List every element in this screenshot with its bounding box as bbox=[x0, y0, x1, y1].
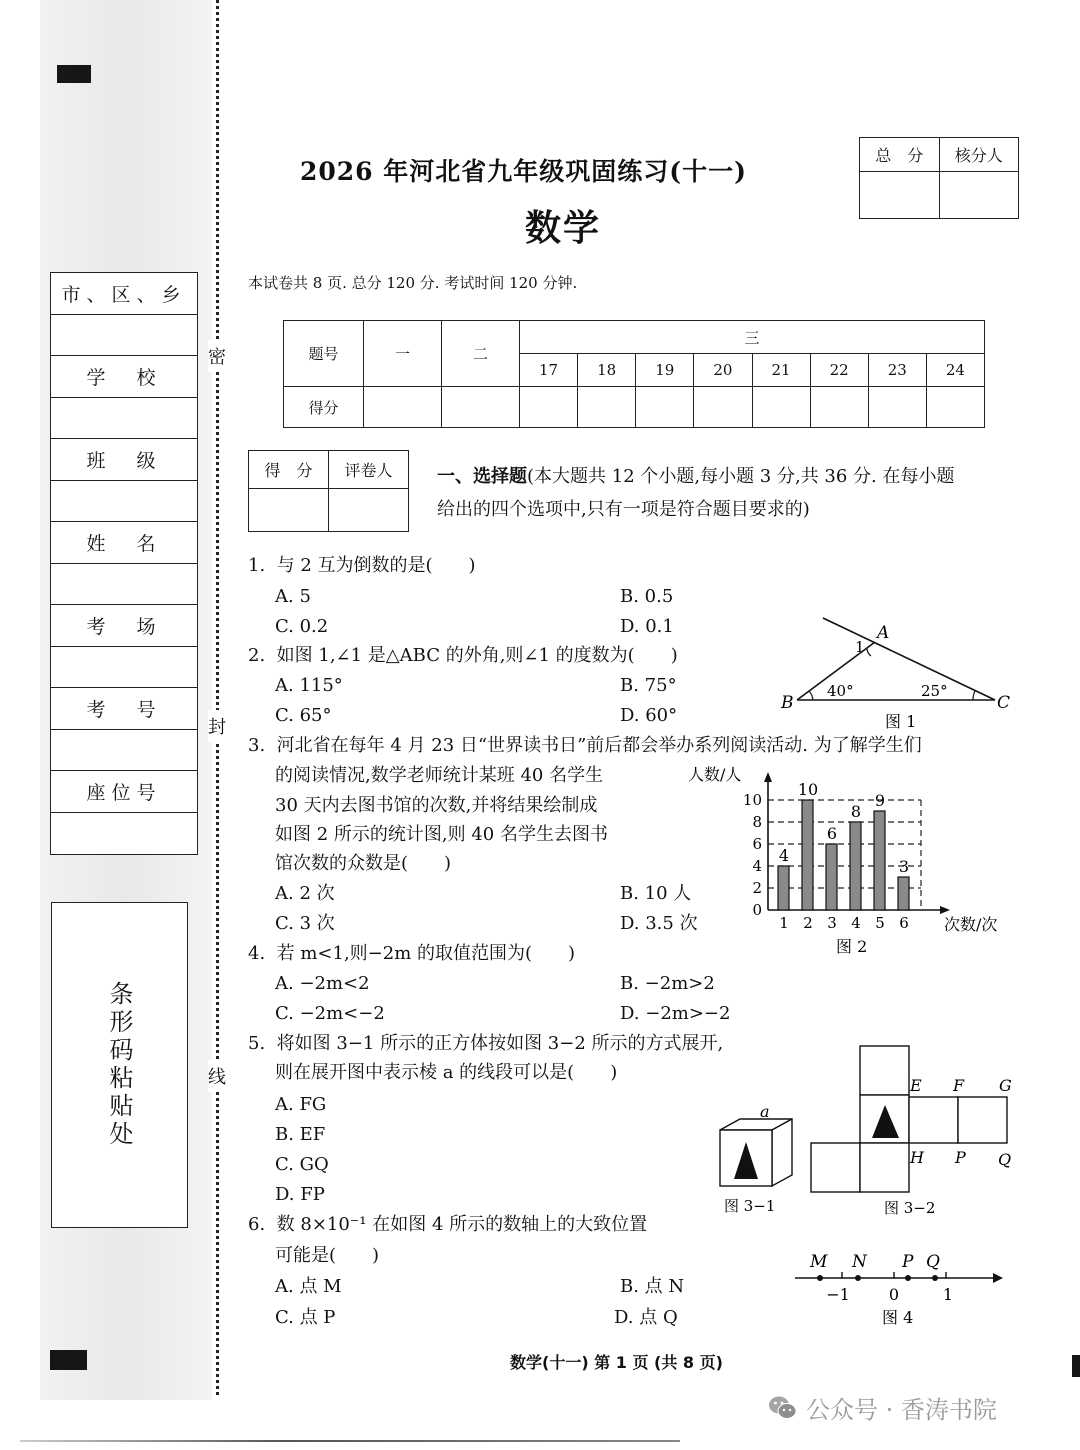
question-3-line-3: 30 天内去图书馆的次数,并将结果绘制成 bbox=[275, 795, 598, 816]
question-text: 如图 1,∠1 是△ABC 的外角,则∠1 的度数为( ) bbox=[276, 645, 678, 666]
svg-text:H: H bbox=[910, 1148, 924, 1167]
barcode-area bbox=[51, 902, 188, 1228]
svg-text:F: F bbox=[953, 1076, 965, 1095]
svg-text:2: 2 bbox=[803, 914, 813, 932]
question-20: 20 bbox=[694, 354, 752, 387]
grader-name-cell[interactable] bbox=[329, 489, 409, 532]
info-label-name: 姓 名 bbox=[51, 522, 197, 564]
question-text: 将如图 3−1 所示的正方体按如图 3−2 所示的方式展开, bbox=[276, 1033, 724, 1054]
fig1-caption: 图 1 bbox=[885, 712, 917, 731]
score-checker-header: 核分人 bbox=[939, 138, 1019, 172]
q5-option-c[interactable]: C. GQ bbox=[275, 1154, 329, 1175]
svg-text:0: 0 bbox=[888, 1285, 900, 1304]
fig1-label-b: B bbox=[781, 693, 794, 713]
info-label-region: 市、区、乡 bbox=[51, 273, 197, 315]
svg-text:6: 6 bbox=[826, 824, 838, 843]
score-cell[interactable] bbox=[636, 387, 694, 428]
seal-char-mi: 密 bbox=[208, 340, 226, 372]
question-19: 19 bbox=[636, 354, 694, 387]
q5-option-a[interactable]: A. FG bbox=[275, 1094, 327, 1115]
section-one-heading bbox=[437, 460, 1027, 526]
question-6-line-2: 可能是( ) bbox=[275, 1245, 380, 1266]
svg-text:8: 8 bbox=[850, 802, 862, 821]
svg-text:−1: −1 bbox=[826, 1285, 850, 1304]
chart-x-label: 次数/次 bbox=[944, 915, 998, 934]
fig1-angle-c: 25° bbox=[921, 682, 948, 700]
question-23: 23 bbox=[868, 354, 926, 387]
grader-name-header: 评卷人 bbox=[329, 451, 409, 489]
question-number: 6. bbox=[248, 1214, 266, 1235]
q5-option-d[interactable]: D. FP bbox=[275, 1184, 325, 1205]
grader-score-header: 得 分 bbox=[249, 451, 329, 489]
score-cell[interactable] bbox=[364, 387, 442, 428]
question-3-line-4: 如图 2 所示的统计图,则 40 名学生去图书 bbox=[275, 824, 608, 845]
seal-line bbox=[216, 0, 220, 1395]
score-cell[interactable] bbox=[520, 387, 578, 428]
svg-text:8: 8 bbox=[752, 813, 762, 831]
question-3 bbox=[248, 731, 922, 761]
svg-text:6: 6 bbox=[752, 835, 762, 853]
score-cell[interactable] bbox=[810, 387, 868, 428]
question-text: 河北省在每年 4 月 23 日“世界读书日”前后都会举办系列阅读活动. 为了解学生们 bbox=[276, 735, 922, 756]
watermark-text: 公众号 · 香涛书院 bbox=[806, 1396, 997, 1424]
question-4 bbox=[248, 939, 575, 969]
figure-3-1-cube bbox=[712, 1105, 812, 1220]
subject-title: 数学 bbox=[525, 208, 602, 249]
bar-3 bbox=[826, 844, 837, 910]
info-label-school: 学 校 bbox=[51, 356, 197, 398]
info-label-class: 班 级 bbox=[51, 439, 197, 481]
question-2 bbox=[248, 641, 678, 671]
chart-y-label: 人数/人 bbox=[688, 765, 742, 784]
question-number: 1. bbox=[248, 555, 266, 576]
q1-option-c[interactable]: C. 0.2 bbox=[275, 616, 329, 637]
q2-option-a[interactable]: A. 115° bbox=[275, 675, 343, 696]
fig1-label-a: A bbox=[877, 623, 890, 643]
fig3-2-caption: 图 3−2 bbox=[884, 1199, 936, 1217]
figure-1-triangle bbox=[775, 612, 1025, 732]
info-label-exam-room: 考 场 bbox=[51, 605, 197, 647]
score-checker-cell[interactable] bbox=[939, 172, 1019, 219]
svg-text:Q: Q bbox=[998, 1150, 1012, 1169]
info-label-seat: 座位号 bbox=[51, 771, 197, 813]
seal-char-feng: 封 bbox=[208, 710, 226, 742]
row-label-question: 题号 bbox=[284, 321, 364, 387]
svg-text:1: 1 bbox=[779, 914, 789, 932]
question-24: 24 bbox=[926, 354, 984, 387]
question-text: 若 m<1,则−2m 的取值范围为( ) bbox=[276, 943, 576, 964]
svg-text:P: P bbox=[902, 1252, 914, 1272]
q3-option-d[interactable]: D. 3.5 次 bbox=[620, 913, 698, 934]
section-one-description-2: 给出的四个选项中,只有一项是符合题目要求的) bbox=[437, 499, 810, 520]
question-22: 22 bbox=[810, 354, 868, 387]
question-text: 数 8×10⁻¹ 在如图 4 所示的数轴上的大致位置 bbox=[276, 1214, 648, 1235]
question-number: 3. bbox=[248, 735, 266, 756]
bar-4 bbox=[850, 822, 861, 910]
svg-text:10: 10 bbox=[797, 780, 819, 799]
svg-text:6: 6 bbox=[899, 914, 909, 932]
q6-option-b[interactable]: B. 点 N bbox=[620, 1276, 685, 1297]
score-cell[interactable] bbox=[694, 387, 752, 428]
svg-text:2: 2 bbox=[752, 879, 762, 897]
barcode-label: 条形码粘贴处 bbox=[105, 981, 133, 1149]
question-3-line-2: 的阅读情况,数学老师统计某班 40 名学生 bbox=[275, 765, 604, 786]
exam-title: 2026 年河北省九年级巩固练习(十一) bbox=[300, 157, 747, 186]
registration-mark-right bbox=[1072, 1355, 1080, 1377]
score-cell[interactable] bbox=[752, 387, 810, 428]
q4-option-d[interactable]: D. −2m>−2 bbox=[620, 1003, 731, 1024]
page-footer: 数学(十一) 第 1 页 (共 8 页) bbox=[510, 1353, 723, 1372]
svg-text:P: P bbox=[955, 1148, 966, 1167]
seal-char-xian: 线 bbox=[208, 1060, 226, 1092]
question-number: 5. bbox=[248, 1033, 266, 1054]
info-field-exam-room[interactable] bbox=[51, 647, 197, 689]
q4-option-b[interactable]: B. −2m>2 bbox=[620, 973, 715, 994]
section-one-header: 一 bbox=[364, 321, 442, 387]
q3-option-a[interactable]: A. 2 次 bbox=[275, 883, 335, 904]
exam-note: 本试卷共 8 页. 总分 120 分. 考试时间 120 分钟. bbox=[248, 274, 578, 292]
svg-text:4: 4 bbox=[778, 846, 790, 865]
svg-text:4: 4 bbox=[851, 914, 861, 932]
question-5 bbox=[248, 1029, 723, 1059]
question-number: 4. bbox=[248, 943, 266, 964]
wechat-icon bbox=[768, 1395, 798, 1421]
watermark bbox=[768, 1390, 997, 1425]
section-one-description: (本大题共 12 个小题,每小题 3 分,共 36 分. 在每小题 bbox=[527, 466, 955, 487]
bar-1 bbox=[778, 866, 789, 910]
score-table bbox=[283, 320, 985, 428]
question-1 bbox=[248, 551, 476, 581]
edge-label-a: a bbox=[760, 1105, 770, 1121]
q1-option-b[interactable]: B. 0.5 bbox=[620, 586, 674, 607]
q2-option-c[interactable]: C. 65° bbox=[275, 705, 332, 726]
score-cell[interactable] bbox=[926, 387, 984, 428]
info-field-school[interactable] bbox=[51, 398, 197, 440]
svg-text:E: E bbox=[910, 1076, 922, 1095]
total-score-header: 总 分 bbox=[860, 138, 940, 172]
bar-5 bbox=[874, 811, 885, 910]
score-cell[interactable] bbox=[578, 387, 636, 428]
fig2-caption: 图 2 bbox=[836, 937, 868, 956]
score-cell[interactable] bbox=[868, 387, 926, 428]
q5-option-b[interactable]: B. EF bbox=[275, 1124, 326, 1145]
q6-option-a[interactable]: A. 点 M bbox=[275, 1276, 342, 1297]
question-18: 18 bbox=[578, 354, 636, 387]
registration-mark-top bbox=[57, 65, 91, 83]
info-field-region[interactable] bbox=[51, 315, 197, 357]
fig3-1-caption: 图 3−1 bbox=[724, 1197, 776, 1215]
svg-text:10: 10 bbox=[742, 791, 762, 809]
question-21: 21 bbox=[752, 354, 810, 387]
section-three-header: 三 bbox=[520, 321, 985, 354]
svg-text:5: 5 bbox=[875, 914, 885, 932]
q2-option-d[interactable]: D. 60° bbox=[620, 705, 678, 726]
fig4-caption: 图 4 bbox=[882, 1308, 914, 1327]
total-score-cell[interactable] bbox=[860, 172, 940, 219]
q3-option-c[interactable]: C. 3 次 bbox=[275, 913, 335, 934]
q6-option-c[interactable]: C. 点 P bbox=[275, 1307, 336, 1328]
info-field-exam-number[interactable] bbox=[51, 730, 197, 772]
total-score-table bbox=[859, 137, 1019, 219]
svg-text:G: G bbox=[999, 1076, 1012, 1095]
q4-option-a[interactable]: A. −2m<2 bbox=[275, 973, 370, 994]
svg-text:1: 1 bbox=[942, 1285, 954, 1304]
q6-option-d[interactable]: D. 点 Q bbox=[614, 1307, 678, 1328]
bar-6 bbox=[898, 877, 909, 910]
fig1-label-c: C bbox=[997, 693, 1011, 713]
svg-text:Q: Q bbox=[926, 1252, 940, 1272]
question-6 bbox=[248, 1210, 647, 1240]
question-5-line-2: 则在展开图中表示棱 a 的线段可以是( ) bbox=[275, 1062, 618, 1083]
figure-2-bar-chart bbox=[688, 760, 1028, 960]
page-bottom-edge bbox=[20, 1440, 680, 1442]
row-label-score: 得分 bbox=[284, 387, 364, 428]
bar-2 bbox=[802, 800, 813, 910]
q2-option-b[interactable]: B. 75° bbox=[620, 675, 677, 696]
svg-text:M: M bbox=[810, 1252, 828, 1272]
q4-option-c[interactable]: C. −2m<−2 bbox=[275, 1003, 385, 1024]
svg-text:N: N bbox=[852, 1252, 867, 1272]
grader-score-cell[interactable] bbox=[249, 489, 329, 532]
question-3-line-5: 馆次数的众数是( ) bbox=[275, 853, 452, 874]
section-one-title: 一、选择题 bbox=[437, 466, 527, 487]
q1-option-d[interactable]: D. 0.1 bbox=[620, 616, 674, 637]
info-field-seat[interactable] bbox=[51, 813, 197, 855]
svg-text:9: 9 bbox=[874, 791, 886, 810]
question-17: 17 bbox=[520, 354, 578, 387]
q1-option-a[interactable]: A. 5 bbox=[275, 586, 311, 607]
registration-mark-bottom bbox=[50, 1350, 87, 1370]
grader-table bbox=[248, 450, 409, 532]
svg-text:4: 4 bbox=[752, 857, 762, 875]
fig1-angle-b: 40° bbox=[827, 682, 854, 700]
info-field-name[interactable] bbox=[51, 564, 197, 606]
question-text: 与 2 互为倒数的是( ) bbox=[276, 555, 476, 576]
svg-text:3: 3 bbox=[898, 857, 910, 876]
info-field-class[interactable] bbox=[51, 481, 197, 523]
fig1-angle-1: 1 bbox=[855, 638, 865, 656]
question-number: 2. bbox=[248, 645, 266, 666]
score-cell[interactable] bbox=[442, 387, 520, 428]
info-label-exam-number: 考 号 bbox=[51, 688, 197, 730]
q3-option-b[interactable]: B. 10 人 bbox=[620, 883, 692, 904]
figure-4-number-line bbox=[790, 1245, 1010, 1335]
figure-3-2-cube-net bbox=[808, 1043, 1028, 1223]
svg-text:3: 3 bbox=[827, 914, 837, 932]
student-info-table bbox=[50, 272, 198, 855]
svg-text:0: 0 bbox=[752, 901, 762, 919]
section-two-header: 二 bbox=[442, 321, 520, 387]
